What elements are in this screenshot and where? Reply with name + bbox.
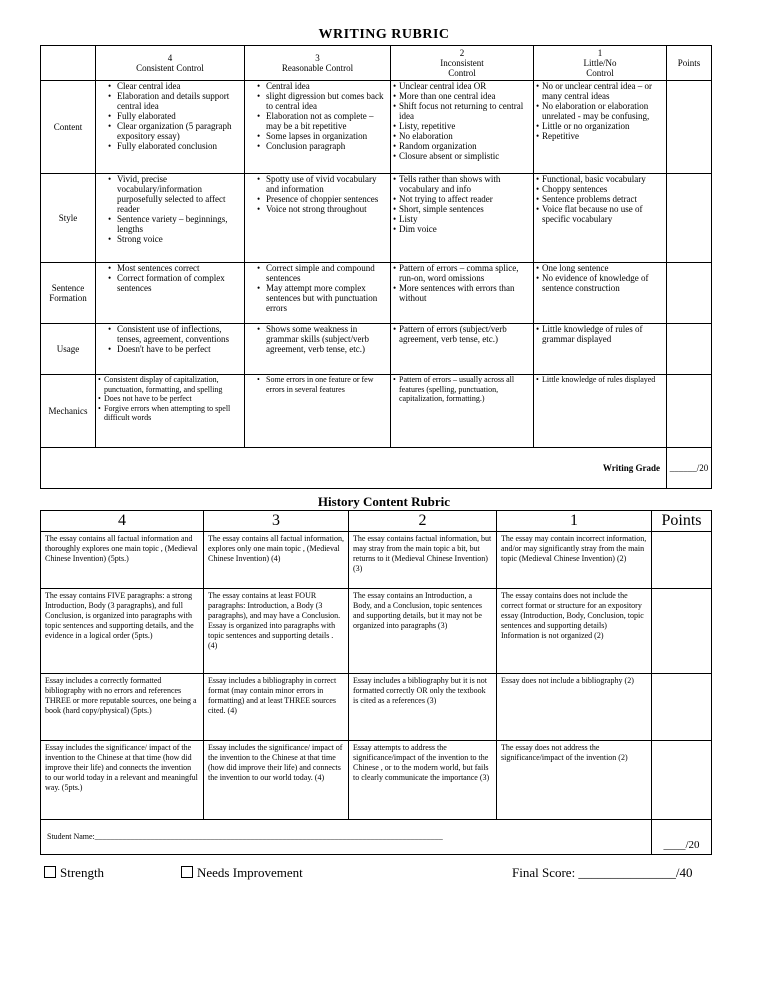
writing-cell (534, 263, 667, 324)
writing-cell (96, 263, 245, 324)
criterion-item: • Tells rather than shows with vocabulary and info (393, 174, 533, 194)
criterion-item: • Pattern of errors – usually across all features (spelling, punctuation, capitalization, formatting.) (393, 375, 533, 404)
history-row (41, 741, 712, 820)
criterion-item: • No or unclear central idea – or many central ideas (536, 81, 666, 101)
history-header-2: 2 (349, 511, 497, 532)
criterion-item: • Correct formation of complex sentences (108, 273, 244, 293)
writing-corner-cell (41, 46, 96, 81)
criterion-item: • Little knowledge of rules of grammar displayed (536, 324, 666, 344)
writing-row-style (41, 174, 712, 263)
needs-improvement-label: Needs Improvement (197, 865, 303, 880)
history-row (41, 532, 712, 589)
writing-points-cell[interactable] (667, 324, 712, 375)
writing-grade-label: Writing Grade (41, 448, 667, 489)
writing-header-1: 1 Little/No Control (534, 46, 667, 81)
criterion-item: • Clear central idea (108, 81, 244, 91)
criterion-item: • No elaboration or elaboration unrelated - may be confusing, (536, 101, 666, 121)
writing-cell (245, 81, 391, 174)
history-header-row (41, 511, 712, 532)
criterion-item: • Pattern of errors – comma splice, run-on, word omissions (393, 263, 533, 283)
criterion-item: • Some lapses in organization (257, 131, 390, 141)
criterion-item: • Shift focus not returning to central idea (393, 101, 533, 121)
writing-cell (534, 324, 667, 375)
history-cell: Essay includes the significance/ impact of the invention to the Chinese at that time (how did improve their life) and connects the invention to our world today in a relevant and meaningful way. (5pts.) (41, 741, 204, 820)
criterion-item: • More sentences with errors than without (393, 283, 533, 303)
writing-cell (245, 375, 391, 448)
criterion-item: • Fully elaborated conclusion (108, 141, 244, 151)
criterion-item: • May attempt more complex sentences but with punctuation errors (257, 283, 390, 313)
student-name-field[interactable]: Student Name:_______________________________________________________________________________________ (41, 820, 652, 855)
history-rubric-table (40, 510, 712, 855)
history-cell: Essay includes a correctly formatted bibliography with no errors and references THREE or more reputable sources, one being a book (hard copy/physical) (5pts.) (41, 674, 204, 741)
criterion-item: • Elaboration and details support central idea (108, 91, 244, 111)
history-cell: The essay contains all factual information and thoroughly explores one main topic , (Medieval Chinese Invention) (5pts.) (41, 532, 204, 589)
criterion-item: • Correct simple and compound sentences (257, 263, 390, 283)
criterion-item: • Some errors in one feature or few errors in several features (257, 375, 390, 394)
criterion-item: • Does not have to be perfect (98, 394, 244, 404)
history-row (41, 674, 712, 741)
criterion-item: • Fully elaborated (108, 111, 244, 121)
criterion-item: • Clear organization (5 paragraph expository essay) (108, 121, 244, 141)
writing-cell (391, 375, 534, 448)
strength-option[interactable] (44, 865, 104, 881)
history-cell: The essay contains does not include the correct format or structure for an expository essay (Introduction, Body, Conclusion, topic sentences and supporting details) Information is not organized (2) (497, 589, 652, 674)
final-score-field[interactable]: Final Score: _______________/40 (512, 865, 693, 880)
history-cell: The essay contains factual information, but may stray from the main topic a bit, but returns to it (Medieval Chinese Invention) (3) (349, 532, 497, 589)
writing-cell (534, 375, 667, 448)
criterion-item: • Most sentences correct (108, 263, 244, 273)
criterion-item: • Voice flat because no use of specific vocabulary (536, 204, 666, 224)
criterion-item: • Sentence variety – beginnings, lengths (108, 214, 244, 234)
criterion-item: • Little knowledge of rules displayed (536, 375, 666, 385)
criterion-item: • Consistent use of inflections, tenses, agreement, conventions (108, 324, 244, 344)
writing-row-label: Content (41, 81, 96, 174)
criterion-item: • More than one central idea (393, 91, 533, 101)
history-points-value[interactable]: ____/20 (652, 820, 712, 855)
criterion-item: • Listy, repetitive (393, 121, 533, 131)
writing-cell (245, 324, 391, 375)
writing-header-3: 3 Reasonable Control (245, 46, 391, 81)
criterion-item: • Voice not strong throughout (257, 204, 390, 214)
writing-points-cell[interactable] (667, 174, 712, 263)
needs-improvement-checkbox[interactable] (181, 866, 193, 878)
writing-cell (391, 174, 534, 263)
criterion-item: • Strong voice (108, 234, 244, 244)
history-cell: The essay does not address the significance/impact of the invention (2) (497, 741, 652, 820)
criterion-item: • Vivid, precise vocabulary/information purposefully selected to affect reader (108, 174, 244, 214)
criterion-item: • Closure absent or simplistic (393, 151, 533, 161)
writing-cell (96, 375, 245, 448)
writing-cell (245, 174, 391, 263)
writing-rubric-table (40, 45, 712, 489)
writing-grade-value[interactable]: ______/20 (667, 448, 712, 489)
history-points-cell[interactable] (652, 674, 712, 741)
criterion-item: • Forgive errors when attempting to spell difficult words (98, 404, 244, 423)
criterion-item: • Listy (393, 214, 533, 224)
criterion-item: • Shows some weakness in grammar skills (subject/verb agreement, verb tense, etc.) (257, 324, 390, 354)
criterion-item: • Dim voice (393, 224, 533, 234)
criterion-item: • Conclusion paragraph (257, 141, 390, 151)
writing-row-mechanics (41, 375, 712, 448)
criterion-item: • Spotty use of vivid vocabulary and information (257, 174, 390, 194)
history-cell: Essay includes a bibliography in correct format (may contain minor errors in formatting) and at least THREE sources cited. (4) (204, 674, 349, 741)
history-points-cell[interactable] (652, 589, 712, 674)
criterion-item: • No elaboration (393, 131, 533, 141)
writing-points-cell[interactable] (667, 81, 712, 174)
history-header-1: 1 (497, 511, 652, 532)
criterion-item: • Not trying to affect reader (393, 194, 533, 204)
criterion-item: • Little or no organization (536, 121, 666, 131)
writing-cell (391, 81, 534, 174)
writing-cell (245, 263, 391, 324)
strength-checkbox[interactable] (44, 866, 56, 878)
criterion-item: • Choppy sentences (536, 184, 666, 194)
history-row (41, 589, 712, 674)
criterion-item: • Central idea (257, 81, 390, 91)
criterion-item: • One long sentence (536, 263, 666, 273)
history-points-cell[interactable] (652, 532, 712, 589)
history-cell: Essay attempts to address the significance/impact of the invention to the Chinese , or to the modern world, but fails to clearly communicate the importance (3) (349, 741, 497, 820)
history-header-3: 3 (204, 511, 349, 532)
criterion-item: • Unclear central idea OR (393, 81, 533, 91)
criterion-item: • Random organization (393, 141, 533, 151)
strength-label: Strength (60, 865, 105, 880)
writing-points-cell[interactable] (667, 375, 712, 448)
criterion-item: • Consistent display of capitalization, punctuation, formatting, and spelling (98, 375, 244, 394)
writing-row-label: Mechanics (41, 375, 96, 448)
writing-row-label: Style (41, 174, 96, 263)
writing-header-points: Points (667, 46, 712, 81)
writing-points-cell[interactable] (667, 263, 712, 324)
criterion-item: • Repetitive (536, 131, 666, 141)
criterion-item: • Elaboration not as complete – may be a bit repetitive (257, 111, 390, 131)
writing-row-label: Usage (41, 324, 96, 375)
writing-rubric-title: WRITING RUBRIC (318, 27, 450, 42)
criterion-item: • Presence of choppier sentences (257, 194, 390, 204)
history-cell: Essay does not include a bibliography (2) (497, 674, 652, 741)
history-header-points: Points (652, 511, 712, 532)
history-cell: The essay contains FIVE paragraphs: a strong Introduction, Body (3 paragraphs), and full Conclusion, is organized into paragraphs with topic sentences and supporting details, and the evidence in a logical order (5pts.) (41, 589, 204, 674)
writing-row-label: Sentence Formation (41, 263, 96, 324)
history-points-cell[interactable] (652, 741, 712, 820)
criterion-item: • Functional, basic vocabulary (536, 174, 666, 184)
criterion-item: • Short, simple sentences (393, 204, 533, 214)
criterion-item: • slight digression but comes back to central idea (257, 91, 390, 111)
history-rubric-title: History Content Rubric (317, 494, 451, 509)
history-cell: The essay contains an Introduction, a Body, and a Conclusion, topic sentences and supporting details, but it may not be organized into paragraphs (3) (349, 589, 497, 674)
writing-grade-row (41, 448, 712, 489)
history-header-4: 4 (41, 511, 204, 532)
writing-row-content (41, 81, 712, 174)
writing-header-4: 4 Consistent Control (96, 46, 245, 81)
needs-improvement-option[interactable] (181, 865, 303, 881)
writing-cell (96, 174, 245, 263)
history-cell: The essay contains all factual information, explores only one main topic , (Medieval Chinese Invention) (4) (204, 532, 349, 589)
history-cell: Essay includes the significance/ impact of the invention to the Chinese at that time (how did improve their life) and connects the invention to our world today. (4) (204, 741, 349, 820)
writing-cell (534, 81, 667, 174)
writing-row-usage (41, 324, 712, 375)
writing-cell (96, 324, 245, 375)
writing-cell (391, 324, 534, 375)
criterion-item: • Doesn't have to be perfect (108, 344, 244, 354)
history-cell: The essay may contain incorrect information, and/or may significantly stray from the main topic (Medieval Chinese Invention) (2) (497, 532, 652, 589)
history-cell: Essay includes a bibliography but it is not formatted correctly OR only the textbook is cited as a references (3) (349, 674, 497, 741)
writing-cell (96, 81, 245, 174)
history-cell: The essay contains at least FOUR paragraphs: Introduction, a Body (3 paragraphs), and may have a Conclusion. Essay is organized into paragraphs with topic sentences and supporting details . (4) (204, 589, 349, 674)
student-row (41, 820, 712, 855)
criterion-item: • Pattern of errors (subject/verb agreement, verb tense, etc.) (393, 324, 533, 344)
writing-row-sentence-formation (41, 263, 712, 324)
criterion-item: • No evidence of knowledge of sentence construction (536, 273, 666, 293)
writing-header-2: 2 Inconsistent Control (391, 46, 534, 81)
writing-header-row (41, 46, 712, 81)
writing-cell (391, 263, 534, 324)
criterion-item: • Sentence problems detract (536, 194, 666, 204)
writing-cell (534, 174, 667, 263)
